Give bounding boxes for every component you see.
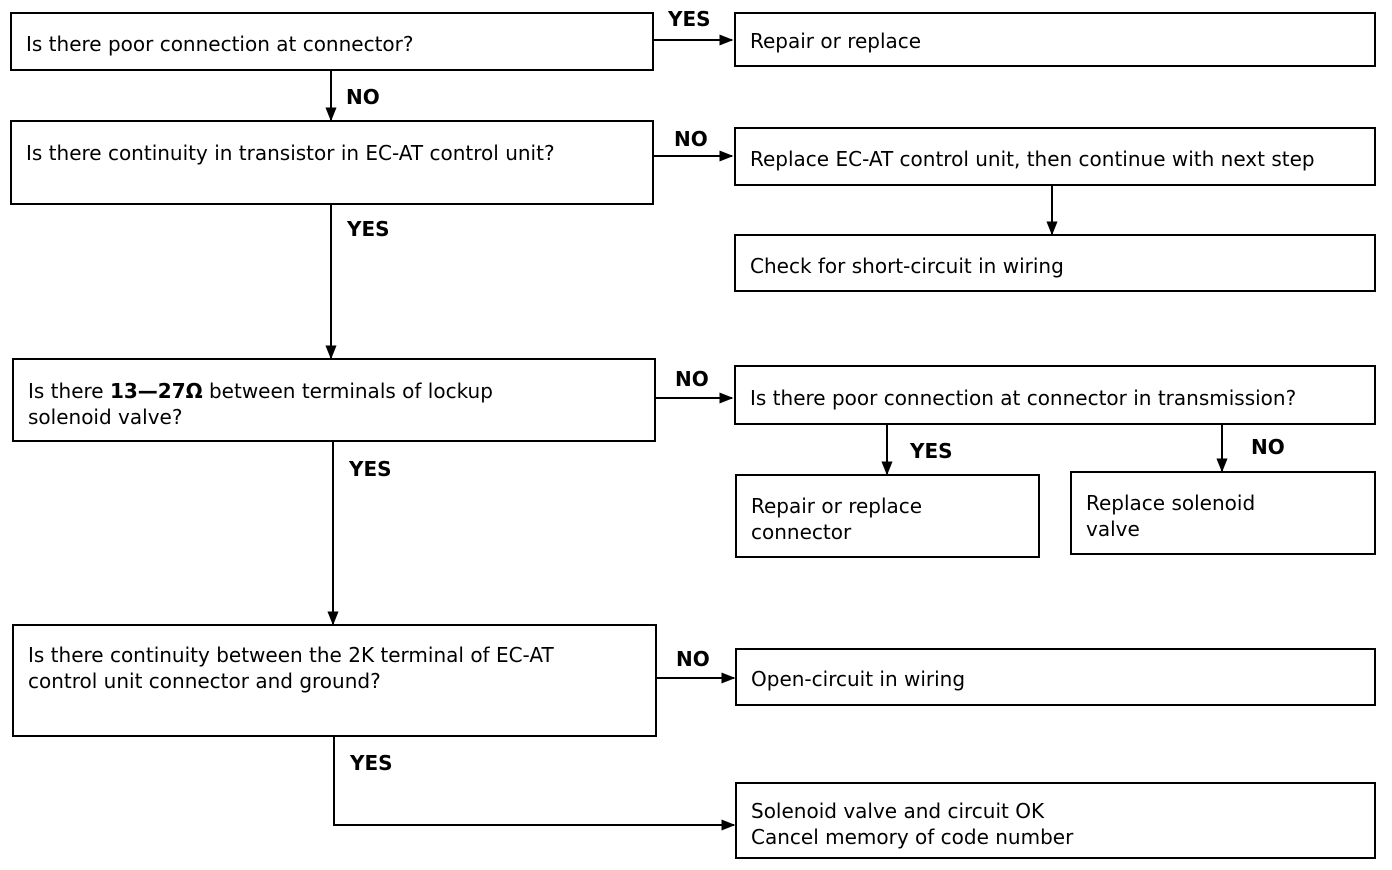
label-no-q3: NO [675, 367, 709, 391]
label-yes-q1: YES [668, 7, 711, 31]
a3-text: Check for short-circuit in wiring [750, 254, 1064, 278]
label-no-q5: NO [1251, 435, 1285, 459]
label-no-q1: NO [346, 85, 380, 109]
a1-text: Repair or replace [750, 29, 922, 53]
a7-text-line2: Cancel memory of code number [751, 825, 1074, 849]
label-yes-q4: YES [350, 751, 393, 775]
q1-text: Is there poor connection at connector? [26, 32, 414, 56]
q2-box [10, 120, 654, 205]
a5-text-line1: Replace solenoid [1086, 491, 1256, 515]
q4-text-line1: Is there continuity between the 2K terminal of EC-AT [28, 643, 554, 667]
label-no-q4: NO [676, 647, 710, 671]
q1-box [10, 12, 654, 71]
a4-text-line1: Repair or replace [751, 494, 923, 518]
label-no-q2: NO [674, 127, 708, 151]
a1-box [734, 12, 1376, 67]
q4-text-line2: control unit connector and ground? [28, 669, 381, 693]
a2-text: Replace EC-AT control unit, then continue with next step [750, 147, 1315, 171]
q3-box [12, 358, 656, 442]
a6-text: Open-circuit in wiring [751, 667, 966, 691]
a6-box [735, 648, 1376, 706]
q3-text-pre: Is there [28, 379, 110, 403]
q3-resistance-value: 13—27Ω [109, 379, 203, 403]
label-yes-q5: YES [910, 439, 953, 463]
label-yes-q3: YES [349, 457, 392, 481]
q4-box [12, 624, 657, 737]
a7-text-line1: Solenoid valve and circuit OK [751, 799, 1045, 823]
label-yes-q2: YES [347, 217, 390, 241]
a7-box [735, 782, 1376, 859]
q3-text-line2: solenoid valve? [28, 405, 183, 429]
a3-box [734, 234, 1376, 292]
q2-text: Is there continuity in transistor in EC-AT control unit? [26, 141, 555, 165]
a4-box [735, 474, 1040, 558]
q5-text: Is there poor connection at connector in transmission? [750, 386, 1297, 410]
q3-text-post: between terminals of lockup [202, 379, 493, 403]
q5-box [734, 365, 1376, 425]
q3-text-line1 [28, 378, 640, 404]
a4-text-line2: connector [751, 520, 852, 544]
arrow-q4-yes [334, 737, 734, 825]
a2-box [734, 127, 1376, 186]
a5-box [1070, 471, 1376, 555]
a5-text-line2: valve [1086, 517, 1140, 541]
